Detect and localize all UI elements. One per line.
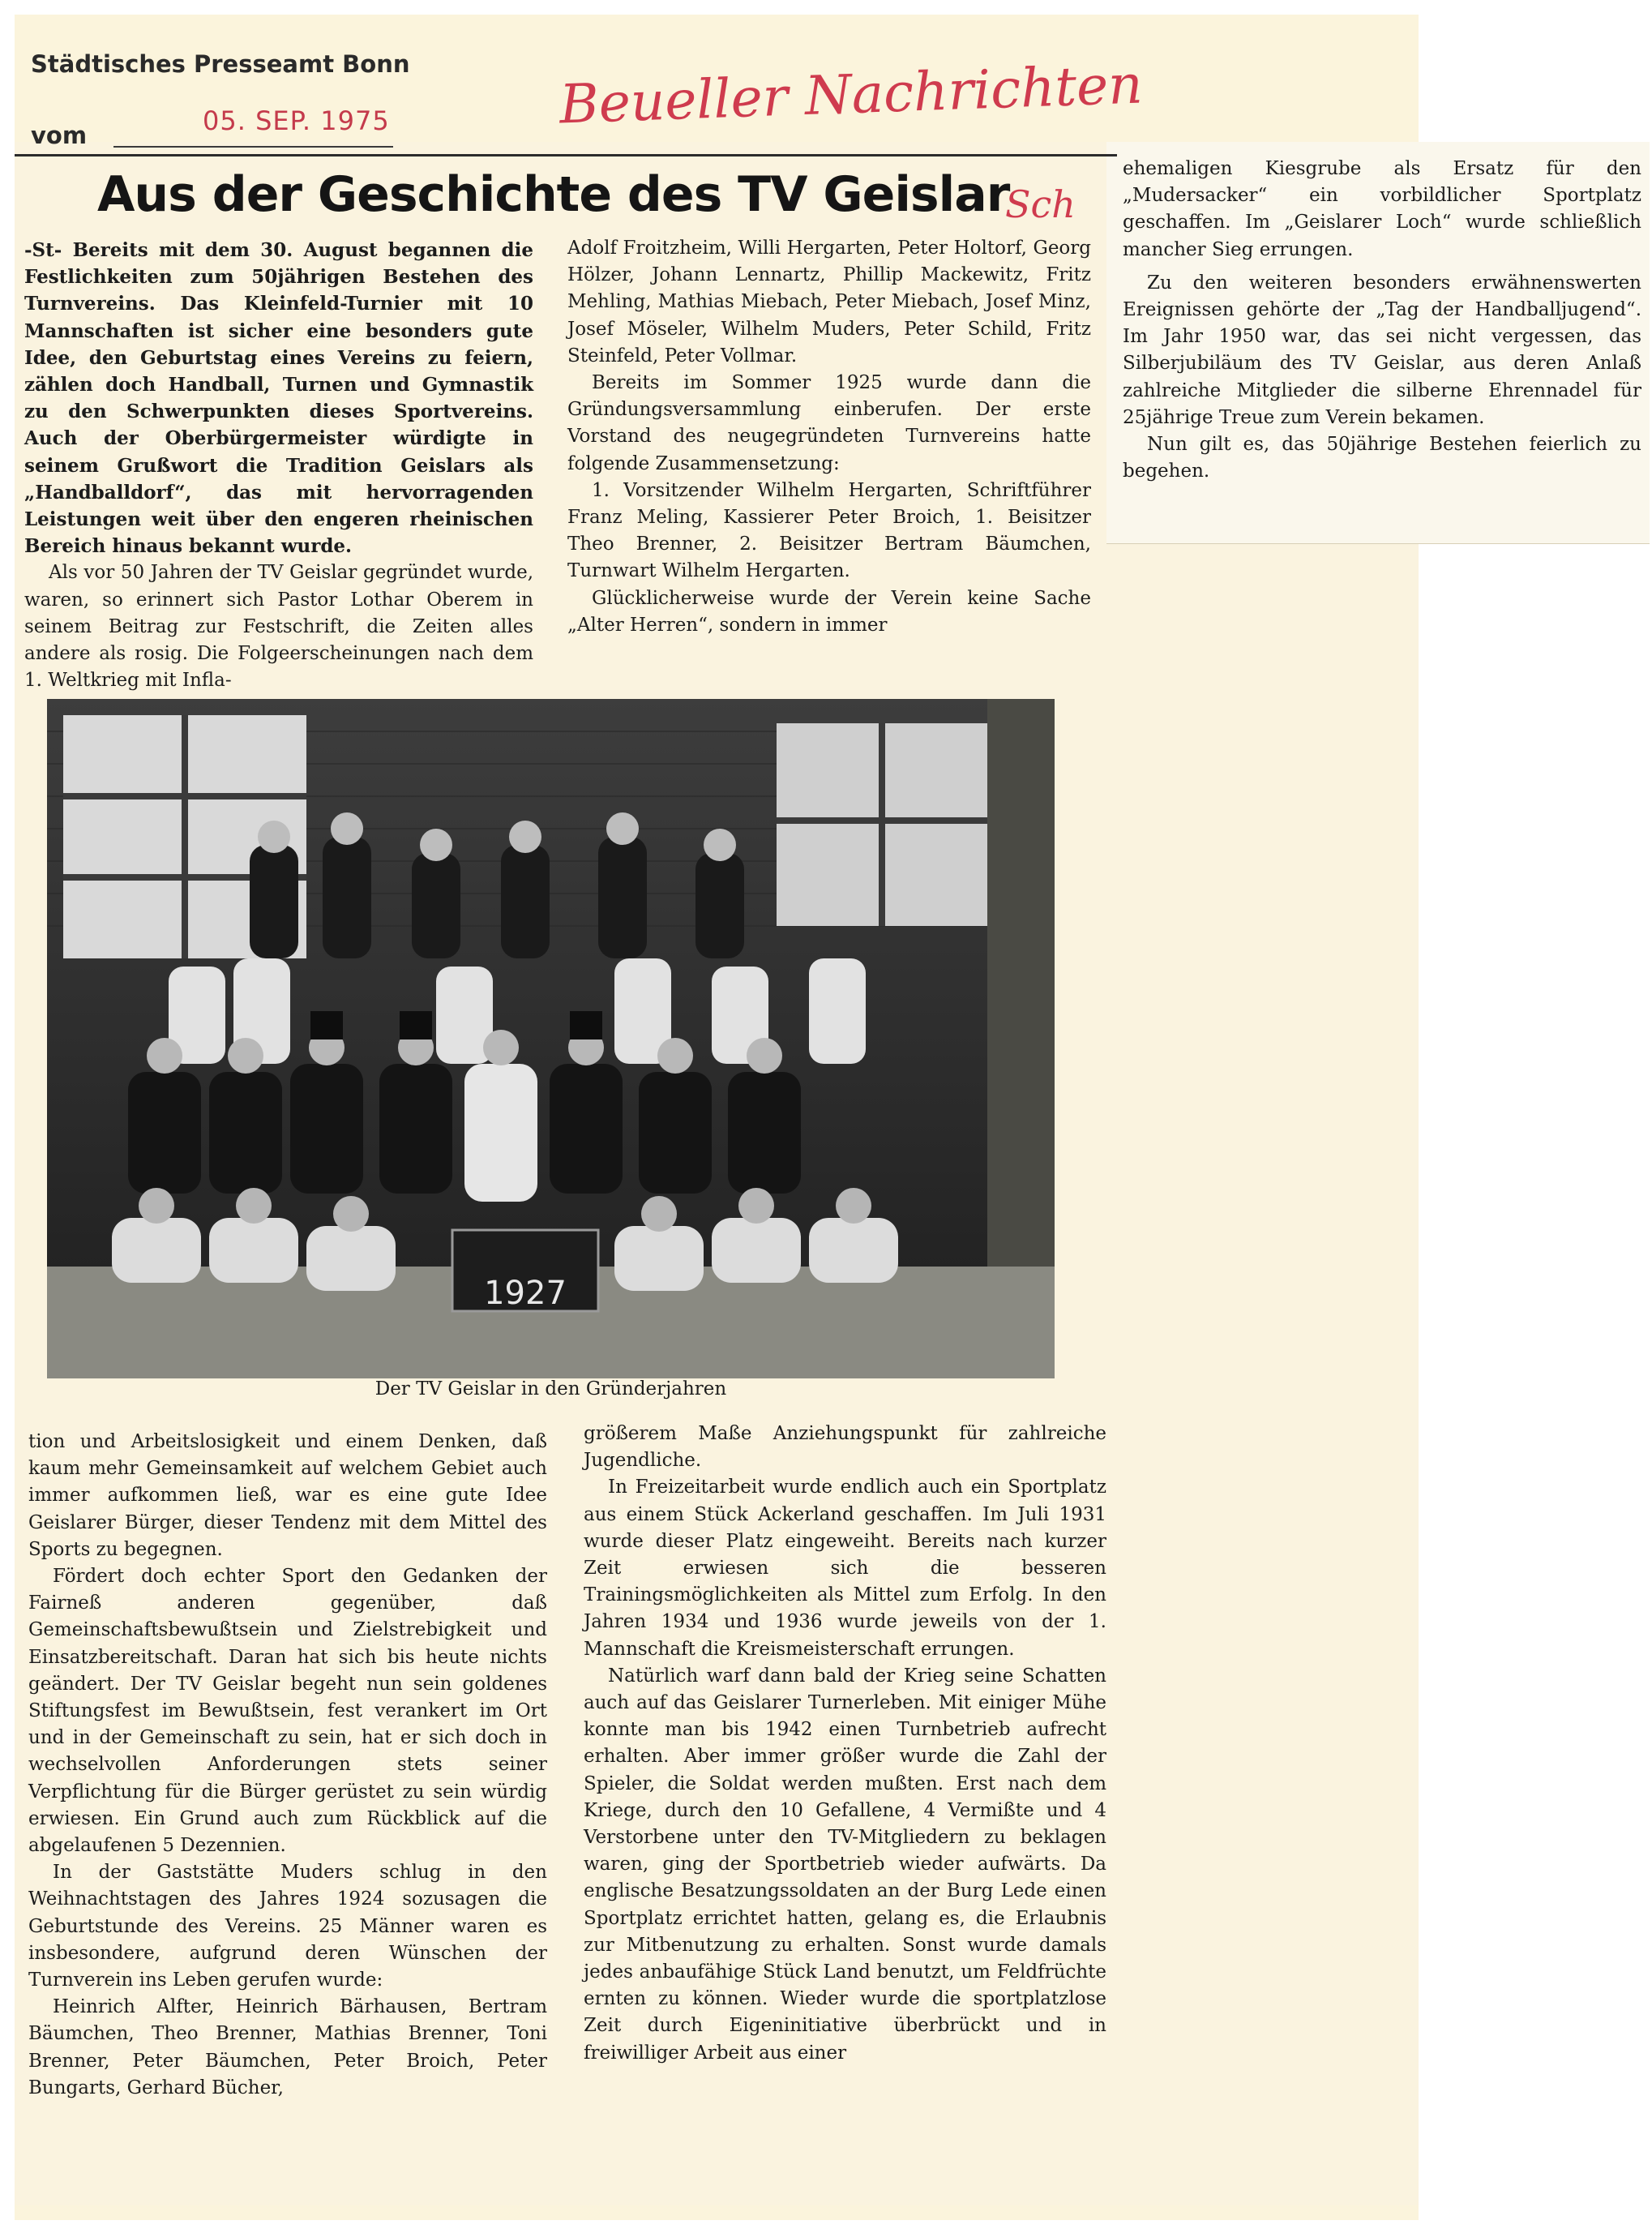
column-3-top [1123,156,1641,485]
column-1-top [24,237,533,694]
column-2-bottom [584,1421,1106,2067]
column-2-paragraph: Glücklicherweise wurde der Verein keine Sache „Alter Herren“, sondern in immer [567,587,1091,636]
press-office-label: Städtisches Presseamt Bonn [31,50,410,78]
column-3-paragraph: Nun gilt es, das 50jährige Bestehen feierlich zu begehen. [1123,434,1641,482]
column-1-paragraph: tion und Arbeitslosigkeit und einem Denken, daß kaum mehr Gemeinsamkeit auf welchem Gebiet auch immer aufkommen ließ, war es eine gute Idee Geislarer Bürger, dieser Tendenz mit dem Mittel des Sports zu begegnen. [28,1431,547,1560]
team-photo [47,699,1055,1378]
photo-sign-year: 1927 [484,1275,567,1312]
article-headline: Aus der Geschichte des TV Geislar [97,166,1010,223]
column-2-paragraph: größerem Maße Anziehungspunkt für zahlreiche Jugendliche. [584,1423,1106,1472]
column-1-paragraph: In der Gaststätte Muders schlug in den Weihnachtstagen des Jahres 1924 sozusagen die Geburtstunde des Vereins. 25 Männer waren es insbesondere, aufgrund deren Wünschen der Turnverein ins Leben gerufen wurde: [28,1862,547,1991]
date-stamp: 05. SEP. 1975 [203,105,390,136]
column-1-paragraph: Als vor 50 Jahren der TV Geislar gegründet wurde, waren, so erinnert sich Pastor Lothar Oberem in seinem Beitrag zur Festschrift, die Zeiten alles andere als rosig. Die Folgeerscheinungen nach dem 1. Weltkrieg mit Infla- [24,562,533,692]
column-1-paragraph: Fördert doch echter Sport den Gedanken der Fairneß anderen gegenüber, daß Gemeinschaftsbewußtsein und Zielstrebigkeit und Einsatzbereitschaft. Daran hat sich bis heute nichts geändert. Der TV Geislar begeht nun sein goldenes Stiftungsfest im Bewußtsein, fest verankert im Ort und in der Gemeinschaft zu sein, hat er sich doch in wechselvollen Anforderungen stets seiner Verpflichtung für die Bürger gerüstet zu sein würdig erwiesen. Ein Grund auch zum Rückblick auf die abgelaufenen 5 Dezennien. [28,1566,547,1857]
date-line [113,146,393,148]
column-3-paragraph: ehemaligen Kiesgrube als Ersatz für den „Mudersacker“ ein vorbildlicher Sportplatz geschaffen. Im „Geislarer Loch“ wurde schließlich mancher Sieg errungen. [1123,158,1641,260]
handwritten-initials: Sch [1005,182,1076,226]
column-2-paragraph: 1. Vorsitzender Wilhelm Hergarten, Schriftführer Franz Meling, Kassierer Peter Broich, 1. Beisitzer Theo Brenner, 2. Beisitzer Bertram Bäumchen, Turnwart Wilhelm Hergarten. [567,479,1091,582]
photo-caption: Der TV Geislar in den Gründerjahren [374,1378,727,1400]
column-1-bottom [28,1429,547,2102]
column-2-top [567,235,1091,639]
article-lead: -St- Bereits mit dem 30. August begannen die Festlichkeiten zum 50jährigen Bestehen des Turnvereins. Das Kleinfeld-Turnier mit 10 Mannschaften ist sicher eine besonders gute Idee, den Geburtstag eines Vereins zu feiern, zählen doch Handball, Turnen und Gymnastik zu den Schwerpunkten dieses Sportvereins. Auch der Oberbürgermeister würdigte in seinem Grußwort die Tradition Geislars als „Handballdorf“, das mit hervorragenden Leistungen weit über den engeren rheinischen Bereich hinaus bekannt wurde. [24,239,533,558]
column-1-paragraph: Heinrich Alfter, Heinrich Bärhausen, Bertram Bäumchen, Theo Brenner, Mathias Brenner, Toni Brenner, Peter Bäumchen, Peter Broich, Peter Bungarts, Gerhard Bücher, [28,1996,547,2098]
vom-label: vom [31,122,88,149]
top-rule [15,154,1117,156]
column-3-paragraph: Zu den weiteren besonders erwähnenswerten Ereignissen gehörte der „Tag der Handballjugend“. Im Jahr 1950 war, das sei nicht vergessen, das Silberjubiläum des TV Geislar, aus deren Anlaß zahlreiche Mitglieder die silberne Ehrennadel für 25jährige Treue zum Verein bekamen. [1123,272,1641,428]
column-2-paragraph: Bereits im Sommer 1925 wurde dann die Gründungsversammlung einberufen. Der erste Vorstand des neugegründeten Turnvereins hatte folgende Zusammensetzung: [567,372,1091,474]
column-2-paragraph: Natürlich warf dann bald der Krieg seine Schatten auch auf das Geislarer Turnerleben. Mit einiger Mühe konnte man bis 1942 einen Turnbetrieb aufrecht erhalten. Aber immer größer wurde die Zahl der Spieler, die Soldat werden mußten. Erst nach dem Kriege, durch den 10 Gefallene, 4 Vermißte und 4 Verstorbene unter den TV-Mitgliedern zu beklagen waren, ging der Sportbetrieb wieder aufwärts. Da englische Besatzungssoldaten an der Burg Lede einen Sportplatz errichtet hatten, gelang es, die Erlaubnis zur Mitbenutzung zu erhalten. Sonst wurde damals jedes anbaufähige Stück Land benutzt, um Feldfrüchte ernten zu können. Wieder wurde die sportplatzlose Zeit durch Eigeninitiative überbrückt und in freiwilliger Arbeit aus einer [584,1665,1106,2064]
handwritten-source: Beueller Nachrichten [558,53,1144,136]
column-2-paragraph: Adolf Froitzheim, Willi Hergarten, Peter Holtorf, Georg Hölzer, Johann Lennartz, Phillip Mackewitz, Fritz Mehling, Mathias Miebach, Peter Miebach, Josef Minz, Josef Möseler, Wilhelm Muders, Peter Schild, Fritz Steinfeld, Peter Vollmar. [567,238,1091,366]
column-2-paragraph: In Freizeitarbeit wurde endlich auch ein Sportplatz aus einem Stück Ackerland geschaffen. Im Juli 1931 wurde dieser Platz eingeweiht. Bereits nach kurzer Zeit erwiesen sich die besseren Trainingsmöglichkeiten als Mittel zum Erfolg. In den Jahren 1934 und 1936 wurde jeweils von der 1. Mannschaft die Kreismeisterschaft errungen. [584,1477,1106,1660]
